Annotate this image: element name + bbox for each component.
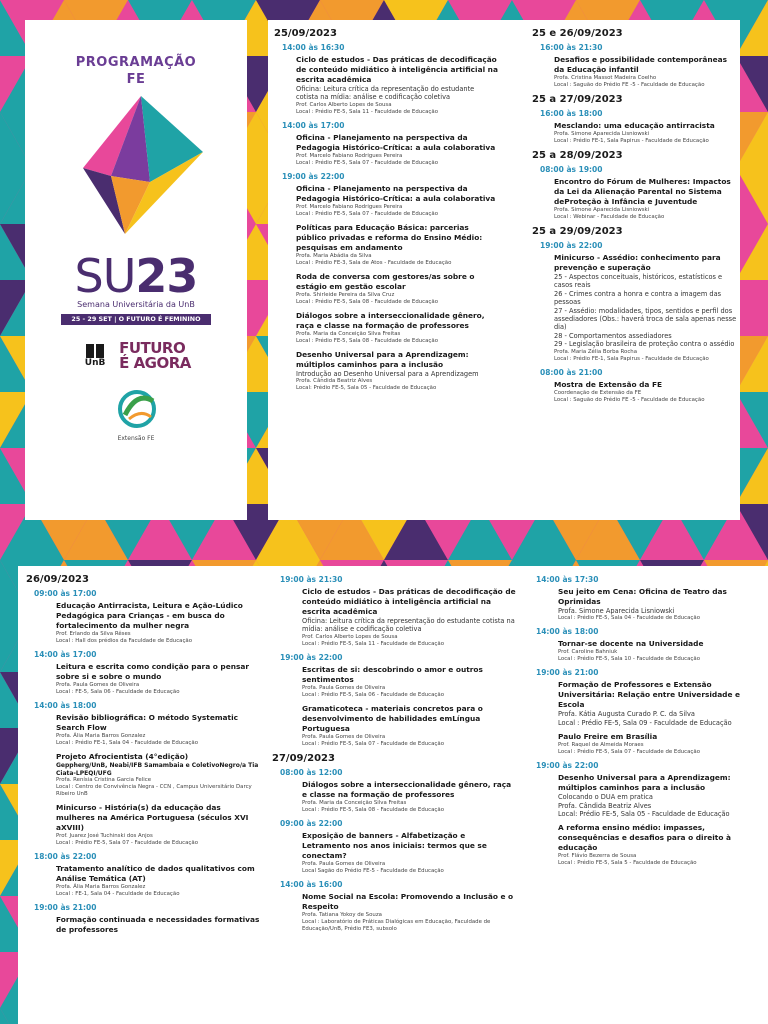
event-meta: Profa. Shirleide Pereira da Silva Cruz [296, 291, 395, 298]
schedule-time: 19:00 às 21:00 [34, 903, 97, 913]
futuro-line1: FUTURO [119, 339, 186, 357]
event-title: Paulo Freire em Brasília [558, 732, 658, 742]
schedule-event [558, 823, 760, 867]
extensao-label: Extensão FE [117, 435, 155, 442]
futuro-line2: É AGORA [119, 354, 191, 372]
event-meta: Local : Prédio FE-5, Sala 08 - Faculdade de Educação [296, 298, 438, 305]
schedule-event [554, 253, 738, 363]
event-description: Introdução ao Desenho Universal para a Aprendizagem [296, 369, 479, 378]
schedule-time: 14:00 às 16:00 [280, 879, 343, 889]
schedule-time: 19:00 às 22:00 [282, 171, 345, 181]
unb-logo [81, 344, 109, 369]
event-description: Profa. Simone Aparecida Lisniowski [558, 607, 675, 615]
event-title: Formação continuada e necessidades formativas de professores [56, 915, 260, 935]
event-title: Roda de conversa com gestores/as sobre o estágio em gestão escolar [296, 271, 475, 291]
event-meta: Profa. Maria Abádia da Silva [296, 252, 372, 259]
schedule-time: 14:00 às 17:30 [536, 575, 599, 584]
event-meta: Prof. Caroline Bahniuk [558, 649, 618, 656]
event-meta: Local : Prédio FE-5, Sala 5 - Faculdade de Educação [558, 860, 697, 867]
schedule-event [296, 184, 498, 218]
schedule-event [558, 732, 760, 756]
event-meta: Prof. Erlando da Silva Rêses [56, 631, 131, 637]
cover-title-line1: PROGRAMAÇÃO [75, 55, 197, 70]
event-description: Profa. Kátia Augusta Curado P. C. da Silva [558, 710, 695, 719]
event-description: Local : Prédio FE-5, Sala 09 - Faculdade de Educação [558, 718, 732, 727]
schedule-event [56, 713, 262, 747]
schedule-time: 18:00 às 22:00 [34, 852, 97, 862]
event-meta: Local : Prédio FE-1, Sala Papirus - Faculdade de Educação [554, 138, 709, 144]
su-logo-number: 23 [135, 249, 198, 303]
schedule-date: 25 e 26/09/2023 [532, 28, 623, 39]
event-title: Leitura e escrita como condição para o pensar sobre si e sobre o mundo [56, 662, 250, 681]
schedule-time: 19:00 às 22:00 [540, 241, 603, 250]
event-title: Desafios e possibilidade contemporâneas da Educação infantil [554, 55, 728, 74]
event-meta: Profa. Paula Gomes de Oliveira [302, 684, 386, 691]
schedule-time: 14:00 às 17:00 [282, 120, 345, 130]
schedule-event [554, 121, 738, 145]
event-title: Oficina - Planejamento na perspectiva da Pedagogia Histórico-Crítica: a aula colaborativa [296, 183, 496, 203]
event-meta: Local : Prédio FE-1, Sala Papirus - Faculdade de Educação [554, 355, 709, 362]
event-description: 29 - Legislação brasileira de proteção contra o assédio [554, 340, 735, 349]
event-meta: Prof. Marcelo Fabiano Rodrigues Pereira [296, 152, 403, 159]
event-meta: Profa. Ália Maria Barros Gonzalez [56, 884, 146, 891]
schedule-event [558, 639, 760, 663]
event-title: Ciclo de estudos - Das práticas de decodificação de conteúdo midiático à inteligência artificial na escrita acadêmica [302, 587, 516, 616]
schedule-time: 14:00 às 18:00 [34, 701, 97, 710]
schedule-date: 25 a 29/09/2023 [532, 226, 623, 237]
event-meta: Local : Prédio FE-5, Sala 08 - Faculdade de Educação [302, 806, 444, 813]
cover-title [25, 54, 247, 88]
schedule-time: 14:00 às 18:00 [536, 627, 599, 637]
event-meta: Local : Centro de Convivência Negra - CCN , Campus Universitário Darcy Ribeiro UnB [56, 784, 252, 798]
event-meta: Profa. Maria da Conceição Silva Freitas [302, 799, 407, 806]
event-meta: Local : Webinar - Faculdade de Educação [554, 214, 665, 220]
schedule-time: 16:00 às 18:00 [540, 109, 603, 118]
event-title: Projeto Afrocientista (4°edição) [56, 752, 189, 761]
top-column-1 [274, 26, 498, 516]
event-title: Políticas para Educação Básica: parcerias público privadas e reforma do Ensino Médio: pesquisas em andamento [296, 222, 483, 252]
unb-mark-icon [81, 344, 109, 358]
event-title: Ciclo de estudos - Das práticas de decodificação de conteúdo midiático à inteligência artificial na escrita acadêmica [296, 55, 498, 84]
event-title: Oficina - Planejamento na perspectiva da Pedagogia Histórico-Crítica: a aula colaborativa [296, 132, 496, 152]
schedule-date: 25 a 28/09/2023 [532, 150, 623, 161]
schedule-event [302, 665, 516, 699]
event-meta: Local : Prédio FE-5, Sala 11 - Faculdade de Educação [296, 108, 438, 115]
event-meta: Local : FE-5, Sala 06 - Faculdade de Educação [56, 689, 180, 695]
event-title: Seu jeito em Cena: Oficina de Teatro das Oprimidas [558, 587, 727, 606]
event-title: Nome Social na Escola: Promovendo a Inclusão e o Respeito [302, 891, 514, 911]
schedule-time: 09:00 às 17:00 [34, 589, 97, 598]
schedule-time: 08:00 às 12:00 [280, 767, 343, 777]
event-title: Mesclando: uma educação antirracista [554, 121, 715, 130]
unb-label: UnB [84, 357, 106, 368]
event-title: Diálogos sobre a interseccionalidade gênero, raça e classe na formação de professores [296, 310, 485, 330]
su-band: 25 - 29 SET | O FUTURO É FEMININO [61, 314, 211, 325]
event-title: Mostra de Extensão da FE [554, 379, 663, 389]
event-meta: Local : Prédio FE-5, Sala 07 - Faculdade de Educação [302, 740, 444, 747]
schedule-event [302, 780, 516, 814]
schedule-event [554, 380, 738, 404]
event-meta: Profa. Renísia Cristina Garcia Felice [56, 777, 152, 784]
event-meta: Local : Saguão do Prédio FE -5 - Faculdade de Educação [554, 82, 705, 88]
extensao-logo [25, 389, 247, 442]
event-meta: Profa. Paula Gomes de Oliveira [302, 860, 386, 867]
event-title: Encontro do Fórum de Mulheres: Impactos da Lei da Alienação Parental no Sistema deProteção à Infância e Juventude [554, 177, 731, 206]
schedule-event [296, 55, 498, 116]
event-meta: Local : Hall dos prédios da Faculdade de Educação [56, 638, 193, 644]
event-title: Diálogos sobre a interseccionalidade gênero, raça e classe na formação de professores [302, 779, 512, 799]
event-meta: Local : Prédio FE-5, Sala 07 - Faculdade de Educação [296, 210, 438, 217]
schedule-time: 19:00 às 22:00 [536, 761, 599, 771]
schedule-event [56, 662, 262, 696]
schedule-panel-top [268, 20, 740, 520]
schedule-event [56, 752, 262, 798]
cover-panel [25, 20, 247, 520]
event-meta: Profa. Tatiana Yokoy de Souza [302, 911, 382, 918]
event-meta: Local : Prédio FE-5, Sala 07 - Faculdade de Educação [56, 840, 198, 847]
event-subtitle: Geppherg/UnB, Neabi/IFB Samambaia e ColetivoNegro/a Tia Ciata-LPEQI/UFG [56, 762, 259, 777]
event-meta: Prof. Raquel de Almeida Moraes [558, 742, 644, 749]
event-meta: Profa. Maria da Conceição Silva Freitas [296, 330, 401, 337]
bottom-column-2 [272, 572, 516, 1024]
schedule-event [296, 223, 498, 267]
schedule-date: 26/09/2023 [26, 574, 89, 585]
schedule-event [558, 773, 760, 818]
schedule-event [302, 587, 516, 648]
event-meta: Profa. Ália Maria Barros Gonzalez [56, 733, 146, 739]
su23-logo [25, 249, 247, 303]
event-title: Tratamento analítico de dados qualitativos com Análise Temática (AT) [56, 864, 255, 884]
schedule-time: 19:00 às 21:00 [536, 668, 599, 678]
schedule-time: 14:00 às 16:30 [282, 43, 345, 52]
event-meta: Prof. Marcelo Fabiano Rodrigues Pereira [296, 203, 403, 210]
event-meta: Coordenação de Extensão da FE [554, 389, 642, 396]
event-meta: Local : Prédio FE-5, Sala 07 - Faculdade de Educação [558, 749, 700, 756]
bottom-column-3 [528, 572, 760, 1024]
event-description: Oficina: Leitura crítica da representação do estudante cotista na mídia: análise e codificação coletiva [302, 617, 515, 634]
schedule-event [296, 350, 498, 392]
event-title: Desenho Universal para a Aprendizagem: múltiplos caminhos para a inclusão [296, 349, 469, 369]
event-title: Revisão bibliográfica: O método Systematic Search Flow [56, 713, 238, 732]
schedule-event [302, 831, 516, 875]
event-meta: Prof. Carlos Alberto Lopes de Sousa [302, 633, 398, 640]
event-description: Local: Prédio FE-5, Sala 05 - Faculdade de Educação [558, 810, 730, 819]
su-logo-text: SU [74, 249, 136, 303]
schedule-event [558, 680, 760, 727]
event-description: Colocando o DUA em pratica [558, 793, 653, 802]
schedule-event [56, 864, 262, 898]
schedule-event [56, 601, 262, 645]
su-subtitle: Semana Universitária da UnB [77, 300, 195, 309]
schedule-event [296, 133, 498, 167]
event-meta: Profa. Simone Aparecida Lisniowski [554, 207, 650, 213]
schedule-date: 25/09/2023 [274, 28, 337, 39]
schedule-time: 14:00 às 17:00 [34, 650, 97, 659]
schedule-date: 25 a 27/09/2023 [532, 94, 623, 105]
schedule-event [558, 587, 760, 622]
event-meta: Prof. Juarez José Tuchinski dos Anjos [56, 833, 153, 840]
schedule-event [296, 272, 498, 306]
event-title: Educação Antirracista, Leitura e Ação-Lúdico Pedagógica para Crianças - em busca do fortalecimento da mulher negra [56, 601, 243, 630]
event-meta: Local : Prédio FE-5, Sala 07 - Faculdade de Educação [296, 159, 438, 166]
schedule-time: 19:00 às 21:30 [280, 575, 343, 584]
event-title: Tornar-se docente na Universidade [558, 639, 704, 649]
event-meta: Local : Prédio FE-5, Sala 10 - Faculdade de Educação [558, 656, 700, 663]
event-meta: Prof. Flávio Bezerra de Sousa [558, 853, 637, 860]
schedule-event [302, 704, 516, 748]
partner-logos [25, 341, 247, 371]
schedule-time: 16:00 às 21:30 [540, 43, 603, 52]
event-meta: Local : Prédio FE-5, Sala 08 - Faculdade de Educação [296, 337, 438, 344]
schedule-time: 08:00 às 19:00 [540, 165, 603, 174]
futuro-logo [119, 341, 191, 371]
cover-title-line2: FE [126, 72, 146, 87]
event-meta: Local: Prédio FE-5, Sala 05 - Faculdade de Educação [296, 385, 437, 392]
schedule-event [302, 892, 516, 933]
event-meta: Local Sagão do Prédio FE-5 - Faculdade de Educação [302, 867, 444, 874]
event-title: Formação de Professores e Extensão Universitária: Relação entre Universidade e Escola [558, 680, 741, 710]
event-title: Escritas de si: descobrindo o amor e outros sentimentos [302, 664, 483, 684]
kite-logo [25, 94, 247, 244]
schedule-panel-bottom [18, 566, 768, 1024]
schedule-time: 08:00 às 21:00 [540, 367, 603, 377]
event-meta: Local : FE-1, Sala 04 - Faculdade de Educação [56, 891, 180, 898]
event-meta: Prof. Carlos Alberto Lopes de Sousa [296, 101, 392, 108]
schedule-date: 27/09/2023 [272, 752, 335, 764]
event-description: Oficina: Leitura crítica da representação do estudante cotista na mídia: análise e codificação coletiva [296, 85, 475, 102]
event-meta: Profa. Paula Gomes de Oliveira [56, 682, 140, 688]
event-meta: Local : Prédio FE-3, Sala de Atos - Faculdade de Educação [296, 259, 452, 266]
event-description: 27 - Assédio: modalidades, tipos, sentidos e perfil dos assediadores (Obs.: haverá troca de sala apenas nesse dia) [554, 306, 737, 332]
schedule-time: 09:00 às 22:00 [280, 818, 343, 828]
bottom-column-1 [26, 572, 262, 1024]
schedule-event [56, 803, 262, 847]
event-title: Exposição de banners - Alfabetização e Letramento nos anos iniciais: termos que se conectam? [302, 830, 487, 860]
event-meta: Local : Prédio FE-5, Sala 06 - Faculdade de Educação [302, 691, 444, 698]
event-meta: Profa. Maria Zélia Borba Rocha [554, 348, 638, 355]
event-meta: Local : Prédio FE-5, Sala 04 - Faculdade de Educação [558, 615, 700, 622]
schedule-time: 19:00 às 22:00 [280, 652, 343, 662]
event-title: A reforma ensino médio: impasses, consequências e desafios para o direito à educação [558, 823, 731, 853]
event-meta: Local : Prédio FE-1, Sala 04 - Faculdade de Educação [56, 740, 198, 746]
extensao-fe-icon [25, 389, 247, 433]
event-meta: Local : Laboratório de Práticas Dialógicas em Educação, Faculdade de Educação/UnB, Prédio FE3, subsolo [302, 918, 491, 932]
event-meta: Local : Prédio FE-5, Sala 11 - Faculdade de Educação [302, 640, 444, 647]
event-title: Minicurso - Assédio: conhecimento para prevenção e superação [554, 253, 721, 272]
event-meta: Profa. Paula Gomes de Oliveira [302, 733, 386, 740]
event-meta: Profa. Cristina Massot Madeira Coelho [554, 75, 657, 81]
event-description: 26 - Crimes contra a honra e contra a imagem das pessoas [554, 289, 722, 307]
schedule-event [296, 311, 498, 345]
event-description: 28 - Comportamentos assediadores [554, 331, 672, 340]
event-title: Desenho Universal para a Aprendizagem: múltiplos caminhos para a inclusão [558, 773, 731, 793]
event-meta: Profa. Simone Aparecida Lisniowski [554, 131, 650, 137]
event-title: Gramaticoteca - materiais concretos para o desenvolvimento de habilidades emLíngua Portuguesa [302, 703, 483, 733]
event-meta: Profa. Cândida Beatriz Alves [296, 378, 373, 385]
schedule-event [554, 55, 738, 89]
event-description: Profa. Cândida Beatriz Alves [558, 801, 652, 810]
event-title: Minicurso - História(s) da educação das mulheres na América Portuguesa (séculos XVI aXVIII) [56, 803, 249, 833]
event-description: 25 - Aspectos conceituais, históricos, estatísticos e casos reais [554, 273, 723, 290]
top-column-2 [532, 26, 738, 516]
schedule-event [56, 915, 262, 935]
event-meta: Local : Saguão do Prédio FE -5 - Faculdade de Educação [554, 396, 705, 403]
schedule-event [554, 177, 738, 221]
